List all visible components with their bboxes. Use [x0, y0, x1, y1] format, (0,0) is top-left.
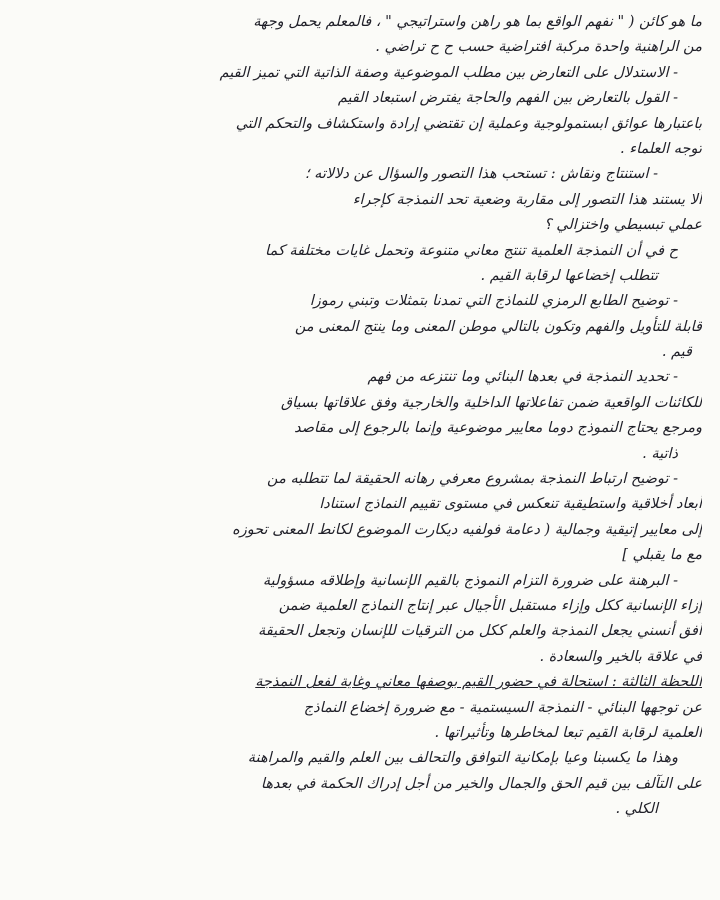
text-line-5: باعتبارها عوائق ابستمولوجية وعملية إن تقتضي إرادة واستكشاف والتحكم التي — [235, 115, 702, 132]
text-line-8: ألا يستند هذا التصور إلى مقاربة وضعية تحد النمذجة كإجراء — [352, 191, 702, 208]
text-line-25: أفق أنسني يجعل النمذجة والعلم ككل من الترقيات للإنسان وتجعل الحقيقة — [258, 623, 702, 640]
text-line-23: - البرهنة على ضرورة التزام النموذج بالقيم الإنسانية وإطلاقه مسؤولية — [262, 572, 678, 589]
text-line-3: - الاستدلال على التعارض بين مطلب الموضوعية وصفة الذاتية التي تميز القيم — [219, 64, 678, 81]
text-line-1: ما هو كائن ( " نفهم الواقع بما هو راهن واستراتيجي " ، فالمعلم يحمل وجهة — [253, 14, 702, 30]
text-line-28: عن توجهها البنائي - النمذجة السيستمية - مع ضرورة إخضاع النماذج — [303, 699, 702, 716]
text-line-10: ح في أن النمذجة العلمية تنتج معاني متنوعة وتحمل غايات مختلفة كما — [265, 242, 678, 259]
text-line-32: الكلي . — [615, 801, 658, 818]
text-line-12: - توضيح الطابع الرمزي للنماذج التي تمدنا بتمثلات وتبني رموزا — [309, 293, 678, 310]
text-line-14: قيم . — [661, 344, 692, 361]
text-line-16: للكائنات الواقعية ضمن تفاعلاتها الداخلية والخارجية وفق علاقاتها بسياق — [280, 394, 702, 411]
text-line-31: على التآلف بين قيم الحق والجمال والخير من أجل إدراك الحكمة في بعدها — [260, 775, 702, 792]
text-line-30: وهذا ما يكسبنا وعيا بإمكانية التوافق والتحالف بين العلم والقيم والمراهنة — [247, 750, 678, 767]
text-line-27: اللحظة الثالثة : استحالة في حضور القيم بوصفها معاني وغاية لفعل النمذجة — [255, 674, 702, 691]
text-line-6: توجه العلماء . — [620, 140, 702, 157]
text-line-7: - استنتاج ونقاش : تستحب هذا التصور والسؤال عن دلالاته ؛ — [304, 166, 658, 183]
text-line-9: عملي تبسيطي واختزالي ؟ — [543, 217, 702, 234]
text-line-24: إزاء الإنسانية ككل وإزاء مستقبل الأجيال عبر إنتاج النماذج العلمية ضمن — [278, 597, 702, 614]
text-line-11: تتطلب إخضاعها لرقابة القيم . — [480, 267, 658, 284]
text-line-4: - القول بالتعارض بين الفهم والحاجة يفترض استبعاد القيم — [337, 90, 678, 107]
text-line-20: أبعاد أخلاقية واستطيقية تنعكس في مستوى تقييم النماذج استنادا — [319, 496, 702, 513]
text-line-2: من الراهنية واحدة مركبة افتراضية حسب ح ح تراضي . — [375, 39, 702, 56]
text-line-15: - تحديد النمذجة في بعدها البنائي وما تنتزعه من فهم — [367, 369, 678, 386]
text-line-18: ذاتية . — [642, 445, 678, 462]
text-line-26: في علاقة بالخير والسعادة . — [539, 648, 702, 665]
text-line-21: إلى معايير إتيقية وجمالية ( دعامة فولفيه ديكارت الموضوع لكانط المعنى تحوزه — [232, 521, 702, 538]
text-line-22: مع ما يقبلي ] — [622, 547, 702, 564]
text-line-19: - توضيح ارتباط النمذجة بمشروع معرفي رهانه الحقيقة لما تتطلبه من — [267, 471, 678, 488]
text-line-13: قابلة للتأويل والفهم وتكون بالتالي موطن المعنى وما ينتج المعنى من — [294, 318, 702, 335]
text-line-29: العلمية لرقابة القيم تبعا لمخاطرها وتأثيراتها . — [434, 724, 702, 741]
text-line-17: ومرجع يحتاج النموذج دوما معايير موضوعية وإنما بالرجوع إلى مقاصد — [294, 420, 702, 437]
